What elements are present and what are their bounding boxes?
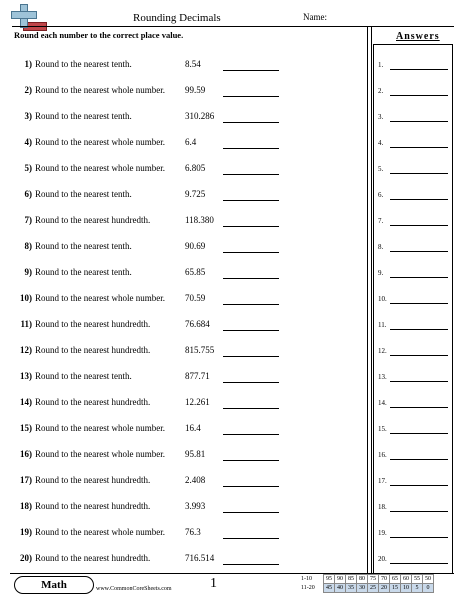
question-row (0, 449, 367, 463)
answer-blank[interactable] (390, 459, 448, 460)
work-blank[interactable] (223, 512, 279, 513)
answer-number: 2. (378, 87, 384, 95)
question-row (0, 475, 367, 489)
page-number: 1 (210, 576, 217, 591)
work-blank[interactable] (223, 356, 279, 357)
score-key-cell: 30 (357, 584, 368, 593)
answer-number: 16. (378, 451, 387, 459)
question-text: Round to the nearest hundredth. (35, 345, 151, 355)
work-blank[interactable] (223, 70, 279, 71)
work-blank[interactable] (223, 434, 279, 435)
question-number: 4) (24, 137, 32, 147)
answer-number: 12. (378, 347, 387, 355)
question-row (0, 137, 367, 151)
answer-number: 20. (378, 555, 387, 563)
question-row (0, 163, 367, 177)
question-text: Round to the nearest whole number. (35, 85, 165, 95)
question-value: 9.725 (185, 189, 206, 199)
question-text: Round to the nearest hundredth. (35, 319, 151, 329)
question-number: 9) (24, 267, 32, 277)
question-value: 6.805 (185, 163, 206, 173)
work-blank[interactable] (223, 200, 279, 201)
answer-blank[interactable] (390, 121, 448, 122)
question-number: 8) (24, 241, 32, 251)
question-row (0, 345, 367, 359)
score-key-cell: 15 (390, 584, 401, 593)
score-key-cell: 45 (324, 584, 335, 593)
answer-row (378, 528, 448, 540)
score-key-cell: 5 (412, 584, 423, 593)
answer-row (378, 216, 448, 228)
question-number: 5) (24, 163, 32, 173)
work-blank[interactable] (223, 304, 279, 305)
score-key-cell: 0 (423, 584, 434, 593)
answer-row (378, 320, 448, 332)
question-text: Round to the nearest tenth. (35, 267, 132, 277)
question-number: 2) (24, 85, 32, 95)
question-value: 8.54 (185, 59, 201, 69)
work-blank[interactable] (223, 408, 279, 409)
answer-number: 15. (378, 425, 387, 433)
question-number: 20) (20, 553, 32, 563)
question-text: Round to the nearest hundredth. (35, 553, 151, 563)
question-text: Round to the nearest whole number. (35, 163, 165, 173)
answer-number: 4. (378, 139, 384, 147)
answer-number: 19. (378, 529, 387, 537)
score-key-cell: 65 (390, 575, 401, 584)
work-blank[interactable] (223, 226, 279, 227)
question-text: Round to the nearest whole number. (35, 527, 165, 537)
question-row (0, 215, 367, 229)
question-text: Round to the nearest tenth. (35, 59, 132, 69)
question-value: 76.684 (185, 319, 210, 329)
answer-row (378, 476, 448, 488)
answer-blank[interactable] (390, 329, 448, 330)
score-key-cell: 35 (346, 584, 357, 593)
question-text: Round to the nearest tenth. (35, 371, 132, 381)
score-key-cell: 85 (346, 575, 357, 584)
question-value: 95.81 (185, 449, 206, 459)
question-text: Round to the nearest whole number. (35, 293, 165, 303)
question-number: 14) (20, 397, 32, 407)
worksheet-title: Rounding Decimals (133, 12, 221, 24)
score-key-cell: 40 (335, 584, 346, 593)
score-key-cell: 70 (379, 575, 390, 584)
score-key-cell: 60 (401, 575, 412, 584)
question-text: Round to the nearest whole number. (35, 423, 165, 433)
score-key-label: 11-20 (301, 585, 315, 591)
question-value: 815.755 (185, 345, 215, 355)
score-key-cell: 95 (324, 575, 335, 584)
question-value: 76.3 (185, 527, 201, 537)
question-value: 16.4 (185, 423, 201, 433)
question-number: 16) (20, 449, 32, 459)
answer-row (378, 554, 448, 566)
question-number: 12) (20, 345, 32, 355)
answer-number: 10. (378, 295, 387, 303)
answer-number: 1. (378, 61, 384, 69)
work-blank[interactable] (223, 278, 279, 279)
question-value: 3.993 (185, 501, 206, 511)
question-row (0, 371, 367, 385)
answer-blank[interactable] (390, 407, 448, 408)
question-row (0, 267, 367, 281)
question-text: Round to the nearest hundredth. (35, 501, 151, 511)
question-number: 6) (24, 189, 32, 199)
answer-blank[interactable] (390, 563, 448, 564)
score-key-cell: 20 (379, 584, 390, 593)
answer-row (378, 164, 448, 176)
answer-row (378, 372, 448, 384)
question-row (0, 59, 367, 73)
answer-column-divider (367, 27, 368, 573)
question-row (0, 501, 367, 515)
answer-number: 14. (378, 399, 387, 407)
question-text: Round to the nearest tenth. (35, 241, 132, 251)
work-blank[interactable] (223, 330, 279, 331)
question-row (0, 319, 367, 333)
question-value: 70.59 (185, 293, 206, 303)
answer-number: 3. (378, 113, 384, 121)
answer-number: 6. (378, 191, 384, 199)
work-blank[interactable] (223, 564, 279, 565)
math-badge: Math (14, 576, 94, 594)
work-blank[interactable] (223, 96, 279, 97)
question-value: 6.4 (185, 137, 197, 147)
work-blank[interactable] (223, 252, 279, 253)
answer-row (378, 112, 448, 124)
question-number: 15) (20, 423, 32, 433)
question-number: 11) (20, 319, 32, 329)
site-url: www.CommonCoreSheets.com (96, 586, 172, 592)
answer-column-divider (371, 27, 372, 573)
question-row (0, 111, 367, 125)
answer-blank[interactable] (390, 277, 448, 278)
question-text: Round to the nearest hundredth. (35, 475, 151, 485)
work-blank[interactable] (223, 122, 279, 123)
answer-blank[interactable] (390, 433, 448, 434)
answer-row (378, 398, 448, 410)
question-row (0, 293, 367, 307)
score-key-cell: 55 (412, 575, 423, 584)
answer-blank[interactable] (390, 485, 448, 486)
question-row (0, 553, 367, 567)
answer-row (378, 346, 448, 358)
score-key-cell: 25 (368, 584, 379, 593)
answer-blank[interactable] (390, 355, 448, 356)
question-value: 716.514 (185, 553, 215, 563)
answer-blank[interactable] (390, 251, 448, 252)
instructions: Round each number to the correct place value. (14, 30, 184, 40)
question-number: 17) (20, 475, 32, 485)
question-text: Round to the nearest tenth. (35, 189, 132, 199)
work-blank[interactable] (223, 382, 279, 383)
work-blank[interactable] (223, 148, 279, 149)
answer-blank[interactable] (390, 225, 448, 226)
answer-row (378, 138, 448, 150)
question-row (0, 85, 367, 99)
score-key-cell: 75 (368, 575, 379, 584)
work-blank[interactable] (223, 486, 279, 487)
score-key-cell: 10 (401, 584, 412, 593)
answer-blank[interactable] (390, 69, 448, 70)
question-text: Round to the nearest whole number. (35, 137, 165, 147)
answer-row (378, 86, 448, 98)
question-row (0, 189, 367, 203)
answer-blank[interactable] (390, 147, 448, 148)
answer-blank[interactable] (390, 199, 448, 200)
question-value: 65.85 (185, 267, 206, 277)
answer-row (378, 268, 448, 280)
question-row (0, 423, 367, 437)
question-value: 877.71 (185, 371, 210, 381)
answer-blank[interactable] (390, 95, 448, 96)
question-value: 118.380 (185, 215, 214, 225)
answer-row (378, 242, 448, 254)
question-number: 18) (20, 501, 32, 511)
question-row (0, 241, 367, 255)
question-text: Round to the nearest tenth. (35, 111, 132, 121)
answer-row (378, 424, 448, 436)
question-row (0, 527, 367, 541)
question-text: Round to the nearest whole number. (35, 449, 165, 459)
answer-blank[interactable] (390, 173, 448, 174)
header-divider (12, 26, 454, 27)
answer-row (378, 60, 448, 72)
question-number: 19) (20, 527, 32, 537)
question-number: 3) (24, 111, 32, 121)
answer-number: 7. (378, 217, 384, 225)
question-value: 310.286 (185, 111, 215, 121)
answer-blank[interactable] (390, 303, 448, 304)
score-key-cell: 50 (423, 575, 434, 584)
question-number: 1) (24, 59, 32, 69)
score-key-cell: 80 (357, 575, 368, 584)
score-key-label: 1-10 (301, 576, 312, 582)
answer-blank[interactable] (390, 537, 448, 538)
answer-row (378, 294, 448, 306)
answer-number: 11. (378, 321, 387, 329)
question-row (0, 397, 367, 411)
answer-blank[interactable] (390, 511, 448, 512)
score-key (299, 574, 434, 593)
answer-row (378, 450, 448, 462)
work-blank[interactable] (223, 460, 279, 461)
question-value: 99.59 (185, 85, 206, 95)
answer-number: 18. (378, 503, 387, 511)
score-key-cell: 90 (335, 575, 346, 584)
question-number: 10) (20, 293, 32, 303)
question-number: 7) (24, 215, 32, 225)
answer-number: 5. (378, 165, 384, 173)
question-value: 12.261 (185, 397, 210, 407)
answer-number: 13. (378, 373, 387, 381)
answer-number: 17. (378, 477, 387, 485)
name-label: Name: (303, 12, 327, 22)
question-value: 90.69 (185, 241, 206, 251)
answer-number: 9. (378, 269, 384, 277)
work-blank[interactable] (223, 174, 279, 175)
question-text: Round to the nearest hundredth. (35, 215, 151, 225)
question-value: 2.408 (185, 475, 206, 485)
answer-blank[interactable] (390, 381, 448, 382)
question-text: Round to the nearest hundredth. (35, 397, 151, 407)
question-number: 13) (20, 371, 32, 381)
work-blank[interactable] (223, 538, 279, 539)
answer-row (378, 502, 448, 514)
answers-heading: Answers (396, 31, 440, 42)
answer-number: 8. (378, 243, 384, 251)
answer-row (378, 190, 448, 202)
